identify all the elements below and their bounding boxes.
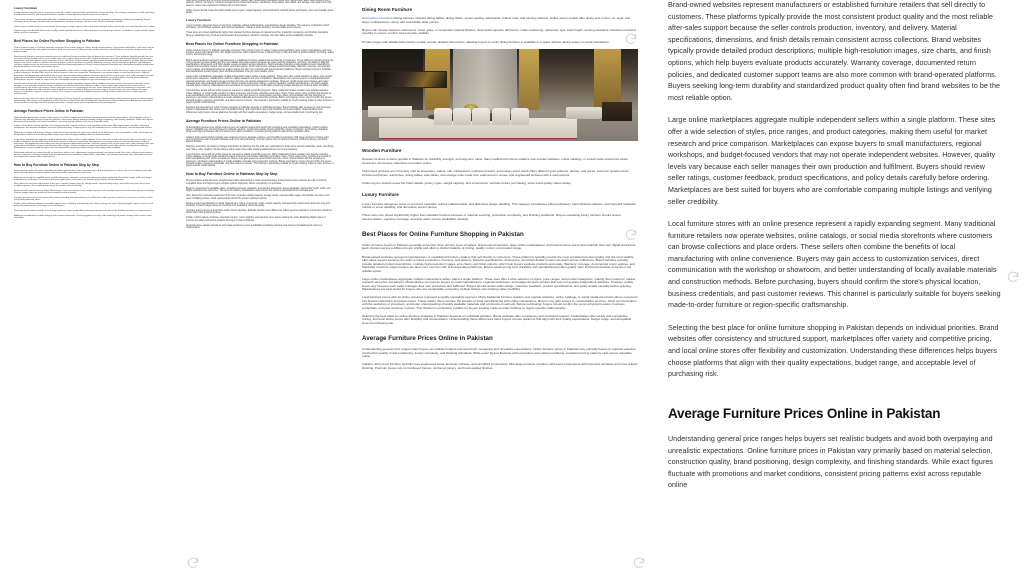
c2-heading-average-prices: Average Furniture Prices Online in Pakistan xyxy=(186,118,261,123)
c1-heading-average-prices: Average Furniture Prices Online in Pakistan xyxy=(14,109,84,114)
c2-paragraph: Selecting the best place for online furniture shopping in Pakistan depends on individual priorities. Brand websites offer consistency and structured support, marketplaces offer variety and competitive pricing, and local online stores offer flexibility and customization. Understanding these differences helps buyers choose platforms that align with their quality expectations, budget range, and acceptable level of purchasing risk. xyxy=(186,107,331,114)
main-paragraph-avg-1: Understanding general price ranges helps buyers set realistic budgets and avoid both overpaying and unrealistic expectations. Online furniture prices in Pakistan vary primarily based on material selection, construction quality, brand positioning, design complexity, and finishing standards. While exact figures fluctuate with promotions and market conditions, consistent pricing patterns exist across reputable online xyxy=(668,435,993,490)
c2-paragraph: Online buyers should review the finish details, joinery types, weight capacity, and construction methods before purchasing, since wood quality varies widely. xyxy=(186,9,334,14)
c3-paragraph: Dining Room Furniture Dining furniture includes dining tables, dining chairs, server seating, sideboards, buffets units, and serving cabinets. Online stores usually offer dining sets of four, six, eight, and larger configurations, along with extendable table options. xyxy=(362,16,631,24)
c1-paragraph: These items are priced significantly higher than standard furniture because of material sourcing, production complexity, and finishing standards. Buyers evaluating luxury furniture should review documentation, warranty coverage, and after-sales service availability carefully. xyxy=(14,19,151,24)
c1-paragraph: Large online marketplaces aggregate multiple independent sellers within a single platform. These sites offer a wide selection of styles, price ranges, and product categories, making them useful for market research and price comparison. Marketplaces can expose buyers to small manufacturers, regional workshops, and budget-focused vendors that may not operate independent websites. However, quality levels vary because each seller manages their own production and fulfilment. Buyers should review seller ratings, customer feedback, product specifications, and policy details carefully before ordering. Marketplaces are best suited for buyers who are comfortable comparing multiple listings and verifying seller credibility. xyxy=(14,70,154,81)
c3-paragraph: Buyers can choose between solid wood, metal, glass, or composite material finishes. Seat width supports tall frames. Chair cushioning, upholstery type, back height, and leg clearance should be reviewed carefully to ensure comfort and everyday usability. xyxy=(362,27,636,36)
c1-paragraph: Luxury furniture categories focus on premium materials, refined craftsmanship, and distinctive design detailing. This category emphasizes tufted upholstery, hand-finished surfaces, and imported hardware, marble or stone detailing, and decorative accent pieces. xyxy=(14,12,155,17)
c2-paragraph: Review product specifications in detail. Material type, frame construction, finish, weight capacity, and assembly requirements determine long-term durability. Product images alone are insufficient for evaluating structural quality. xyxy=(186,202,331,207)
c1-paragraph: Understanding general price ranges helps buyers set realistic budgets and avoid both overpaying and unrealistic expectations. Online furniture prices in Pakistan vary primarily based on material selection, construction quality, brand positioning, design complexity, and finishing standards. While exact figures fluctuate with promotions and market conditions, consistent pricing patterns exist across reputable online xyxy=(14,116,154,123)
c1-paragraph: Shipping, assembly, and delivery charges should also be factored into the total cost, particularly for bulky items such as wardrobes, beds, and dining sets. Many online retailers include delivery within major cities while charging additional fees for remote locations. xyxy=(14,132,153,137)
main-paragraph-best-2: Brand-owned websites represent manufacturers or established furniture retailers that sell directly to customers. These platforms typically provide the most consistent product quality and the most reliable after-sales support because the seller controls production, inventory, and delivery. Material specifications, dimensions, and finish details remain consistent across collections. Brand websites typically provide detailed product descriptions, multiple high-resolution images, size charts, and finish options, which help buyers evaluate products accurately. Warranty coverage, documented return policies, and dedicated customer support teams are also more common with brand-operated platforms. Buyers seeking long-term durability and standardized product quality often find brand websites to be the most reliable option. xyxy=(668,1,1000,102)
c1-paragraph: Reviewing these details carefully at each stage produces a more predictable purchasing outcome and reduces the likelihood of returns or replacements. xyxy=(14,210,152,213)
c3-heading-average-prices: Average Furniture Prices Online in Pakistan xyxy=(362,335,493,343)
rotate-icon[interactable] xyxy=(186,556,200,570)
c3-paragraph: Local furniture stores with an online presence represent a rapidly expanding segment. Many traditional furniture retailers now operate websites, online catalogs, or social media storefronts where customers can browse collections and place orders. These sellers often combine the benefits of local manufacturing with online convenience. Buyers may gain access to customization services, direct communication with the workshop or showroom, and better understanding of locally available materials and construction methods. Before purchasing, buyers should confirm the store's physical location, business credentials, and past customer reviews. This channel is particularly suitable for buyers seeking made-to-order furniture or region-specific craftsmanship. xyxy=(362,295,638,310)
main-heading-average-prices: Average Furniture Prices Online in Pakistan xyxy=(668,405,941,421)
c2-paragraph: Local furniture stores with an online presence represent a rapidly expanding segment. Many traditional furniture retailers now operate websites, online catalogs, or social media storefronts where customers can browse collections and place orders. These sellers often combine the benefits of local manufacturing with online convenience. Buyers may gain access to customization services, direct communication with the workshop or showroom, and better understanding of locally available materials and construction methods. Before purchasing, buyers should confirm the store's physical location, business credentials, and past customer reviews. This channel is particularly suitable for buyers seeking made-to-order furniture or region-specific craftsmanship. xyxy=(186,90,334,104)
c1-paragraph: Buying furniture online becomes straightforward when approached in clear sequential steps. A structured process reduces the risk of ordering unsuitable items and helps buyers compare options objectively before committing to a purchase. xyxy=(14,169,152,175)
c2-paragraph: Solid wood products are commonly sold as sheesham, walnut, oak, rubberwood, engineered wood, and mango wood. Each offers different grain patterns, density, and prices. Common wooden items include bed frames, wardrobes, dining tables, side tables, and storage units made from solid wood or veneer and engineered surfaces with a solid exterior. xyxy=(186,0,332,7)
c1-paragraph: Begin by measuring the available space, including doorways, stairwells, and elevator dimensions where applicable. Record the length, width, and height restrictions for each room. This prevents delivery complications and ensures the furniture physically fits the intended area. xyxy=(14,176,152,181)
rotate-icon[interactable] xyxy=(624,228,638,242)
c2-paragraph: Compare pricing across at least three sellers before deciding. Evaluate whether price differences reflect genuine material or construction variations rather than brand positioning alone. xyxy=(186,209,332,215)
c3-paragraph: Wooden furniture remains popular in Pakistan for durability, strength, and long-term value. Many traditional furniture retailers now operate websites, online catalogs, or social media storefronts where customers can browse collections and place orders. xyxy=(362,157,629,165)
c1-paragraph: Brand-owned websites represent manufacturers or established furniture retailers that sell directly to customers. These platforms typically provide the most consistent product quality and the most reliable after-sales support because the seller controls production, inventory, and delivery. Material specifications, dimensions, and finish details remain consistent across collections. Brand websites typically provide detailed product descriptions, multiple high-resolution images, size charts, and finish options, which help buyers evaluate products accurately. Warranty coverage, documented return policies, and dedicated customer support teams are also more common with brand-operated platforms. Buyers seeking long-term durability and standardized product quality often find brand websites to be the most reliable option. xyxy=(14,55,154,68)
rotate-icon[interactable] xyxy=(632,556,646,570)
document-main-pane[interactable] xyxy=(650,0,1024,574)
rotate-icon[interactable] xyxy=(624,32,638,46)
c3-heading-dining-room: Dining Room Furniture xyxy=(362,7,413,12)
c2-heading-best-places: Best Places for Online Furniture Shopping in Pakistan xyxy=(186,41,279,46)
c3-paragraph: Online furniture buyers in Pakistan generally encounter three primary types of sellers: brand-owned websites, large online marketplaces, and local furniture stores that maintain their own digital storefronts. Each channel serves a different buyer profile and offers a distinct balance of pricing, quality control, and product range. xyxy=(362,242,637,251)
c1-paragraph: Selecting the best place for online furniture shopping in Pakistan depends on individual priorities. Brand websites offer consistency and structured support, marketplaces offer variety and competitive pricing, and local online stores offer flexibility and customization. Understanding these differences helps buyers choose platforms that align with their quality expectations, budget range, and acceptable level of purchasing risk. xyxy=(14,98,154,105)
document-page-thumbnail-1[interactable] xyxy=(0,0,170,574)
c1-paragraph: Compare pricing across at least three sellers before deciding. Evaluate whether price differences reflect genuine material or construction variations rather than brand positioning alone. xyxy=(14,196,153,201)
c3-paragraph: Selecting the best place for online furniture shopping in Pakistan depends on individual priorities. Brand websites offer consistency and structured support, marketplaces offer variety and competitive pricing, and local online stores offer flexibility and customization. Understanding these differences helps buyers choose platforms that align with their quality expectations, budget range, and acceptable level of purchasing risk. xyxy=(362,313,632,325)
c3-paragraph: Product pages with detailed dimensions usually provide detailed dimensions, allowing buyers to verify dining furniture is available in a space without relying solely on visual estimations. xyxy=(362,39,610,44)
main-paragraph-best-5: Selecting the best place for online furniture shopping in Pakistan depends on individual priorities. Brand websites offer consistency and structured support, marketplaces offer variety and competitive pricing, and local online stores offer flexibility and customization. Understanding these differences helps buyers choose platforms that align with their quality expectations, budget range, and acceptable level of purchasing risk. xyxy=(668,323,999,379)
c3-paragraph: Solid wood products are commonly sold as sheesham, walnut, oak, rubberwood, engineered wood, and mango wood. Each offers different grain patterns, density, and prices. Common wooden items include bed frames, wardrobes, dining tables, side tables, and storage units made from solid wood or veneer and engineered surfaces with a solid exterior. xyxy=(362,169,629,177)
c2-paragraph: Shipping, assembly, and delivery charges should also be factored into the total cost, particularly for bulky items such as wardrobes, beds, and dining sets. Many online retailers include delivery within major cities while charging additional fees for remote locations. xyxy=(186,146,334,151)
c2-paragraph: These items are priced significantly higher than standard furniture because of material sourcing, production complexity, and finishing standards. Buyers evaluating luxury furniture should review documentation, warranty coverage, and after-sales service availability carefully. xyxy=(186,32,329,37)
c2-paragraph: Buying furniture online becomes straightforward when approached in clear sequential steps. A structured process reduces the risk of ordering unsuitable items and helps buyers compare options objectively before committing to a purchase. xyxy=(186,180,327,185)
c1-paragraph: Online furniture buyers in Pakistan generally encounter three primary types of sellers: brand-owned websites, large online marketplaces, and local furniture stores that maintain their own digital storefronts. Each channel serves a different buyer profile and offers a distinct balance of pricing, quality control, and product range. xyxy=(14,46,155,53)
c2-paragraph: Finally, confirm delivery timelines, assembly support, return eligibility, and warranty terms before placing the order. Retaining digital copies of invoices and policy documents protects the buyer in case of disputes. xyxy=(186,217,326,222)
c1-paragraph: Additional considerations include verifying seller contact information, checking payment security, and confirming that product listings reflect current stock availability. xyxy=(14,214,152,219)
document-page-thumbnail-3[interactable] xyxy=(350,0,650,574)
c3-paragraph: Online buyers should review the finish details, joinery types, weight capacity, and construction methods before purchasing, since wood quality varies widely. xyxy=(362,180,572,185)
c1-paragraph: Product pages with detailed dimensions usually provide detailed dimensions, allowing buyers to verify dining furniture is available in a space without relying solely on visual estimations. xyxy=(14,30,155,35)
c2-heading-luxury: Luxury Furniture xyxy=(186,18,211,23)
c2-paragraph: Next, define the functional requirement of the item. Consider seating capacity, storage needs, expected daily usage, and whether the piece must serve multiple purposes. Clear requirements narrow the product selection quickly. xyxy=(186,195,330,200)
c2-paragraph: Online furniture buyers in Pakistan generally encounter three primary types of sellers: brand-owned websites, large online marketplaces, and local furniture stores that maintain their own digital storefronts. Each channel serves a different buyer profile and offers a distinct balance of pricing, quality control, and product range. xyxy=(186,49,334,57)
c2-paragraph: Reviewing these details carefully at each stage produces a more predictable purchasing outcome and reduces the likelihood of returns or replacements. xyxy=(186,224,323,230)
c1-paragraph: Online buyers should review the finish details, joinery types, weight capacity, and construction methods before purchasing, since wood quality varies widely. xyxy=(14,25,155,28)
c2-paragraph: Brand-owned websites represent manufacturers or established furniture retailers that sell directly to customers. These platforms typically provide the most consistent product quality and the most reliable after-sales support because the seller controls production, inventory, and delivery. Material specifications, dimensions, and finish details remain consistent across collections. Brand websites typically provide detailed product descriptions, multiple high-resolution images, size charts, and finish options, which help buyers evaluate products accurately. Warranty coverage, documented return policies, and dedicated customer support teams are also more common with brand-operated platforms. Buyers seeking long-term durability and standardized product quality often find brand websites to be the most reliable option. xyxy=(186,59,334,74)
c1-heading-how-to-buy: How to Buy Furniture Online in Pakistan Step by Step xyxy=(14,162,99,167)
c3-paragraph: retailers. Entry-level furniture typically uses engineered wood, laminate surfaces, and simplified construction. Mid-range products combine solid wood components with improved hardware and more refined finishing. Premium pieces rely on hardwood frames, reinforced joinery, and hand-applied finishes. xyxy=(362,362,638,370)
c1-paragraph: Local furniture stores with an online presence represent a rapidly expanding segment. Many traditional furniture retailers now operate websites, online catalogs, or social media storefronts where customers can browse collections and place orders. These sellers often combine the benefits of local manufacturing with online convenience. Buyers may gain access to customization services, direct communication with the workshop or showroom, and better understanding of locally available materials and construction methods. Before purchasing, buyers should confirm the store's physical location, business credentials, and past customer reviews. This channel is particularly suitable for buyers seeking made-to-order furniture or region-specific craftsmanship. xyxy=(14,83,151,96)
main-paragraph-best-4: Local furniture stores with an online presence represent a rapidly expanding segment. Many traditional furniture retailers now operate websites, online catalogs, or social media storefronts where customers can browse collections and place orders. These sellers often combine the benefits of local manufacturing with online convenience. Buyers may gain access to customization services, direct communication with the workshop or showroom, and better understanding of locally available materials and construction methods. Before purchasing, buyers should confirm the store's physical location, business credentials, and past customer reviews. This channel is particularly suitable for buyers seeking made-to-order furniture or region-specific craftsmanship. xyxy=(668,220,1001,310)
c2-paragraph: Begin by measuring the available space, including doorways, stairwells, and elevator dimensions where applicable. Record the length, width, and height restrictions for each room. This prevents delivery complications and ensures the furniture physically fits the intended area. xyxy=(186,187,331,193)
c1-paragraph: Next, define the functional requirement of the item. Consider seating capacity, storage needs, expected daily usage, and whether the piece must serve multiple purposes. Clear requirements narrow the product selection quickly. xyxy=(14,183,151,188)
c3-heading-best-places: Best Places for Online Furniture Shopping in Pakistan xyxy=(362,231,524,239)
c3-paragraph: Brand-owned websites represent manufacturers or established furniture retailers that sell directly to customers. These platforms typically provide the most consistent product quality and the most reliable after-sales support because the seller controls production, inventory, and delivery. Material specifications, dimensions, and finish details remain consistent across collections. Brand websites typically provide detailed product descriptions, multiple high-resolution images, size charts, and finish options, which help buyers evaluate products accurately. Warranty coverage, documented return policies, and dedicated customer support teams are also more common with brand-operated platforms. Buyers seeking long-term durability and standardized product quality often find brand websites to be the most reliable option. xyxy=(362,254,635,273)
c1-paragraph: Finally, confirm delivery timelines, assembly support, return eligibility, and warranty terms before placing the order. Retaining digital copies of invoices and policy documents protects the buyer in case of disputes. xyxy=(14,203,153,208)
dining-room-photo xyxy=(362,49,638,141)
c3-heading-luxury: Luxury Furniture xyxy=(362,192,399,198)
inline-link[interactable]: Dining Room Furniture xyxy=(362,16,393,21)
c3-paragraph: These items are priced significantly higher than standard furniture because of material sourcing, production complexity, and finishing standards. Buyers evaluating luxury furniture should review documentation, warranty coverage, and after-sales service availability carefully. xyxy=(362,213,621,221)
c3-paragraph: Understanding general price ranges helps buyers set realistic budgets and avoid both overpaying and unrealistic expectations. Online furniture prices in Pakistan vary primarily based on material selection, construction quality, brand positioning, design complexity, and finishing standards. While exact figures fluctuate with promotions and market conditions, consistent pricing patterns exist across reputable online xyxy=(362,347,637,359)
c1-heading-best-places: Best Places for Online Furniture Shopping in Pakistan xyxy=(14,39,100,44)
c2-heading-how-to-buy: How to Buy Furniture Online in Pakistan Step by Step xyxy=(186,172,278,177)
c1-heading-luxury: Luxury Furniture xyxy=(14,6,38,10)
c2-paragraph: Large online marketplaces aggregate multiple independent sellers within a single platform. These sites offer a wide selection of styles, price ranges, and product categories, making them useful for market research and price comparison. Marketplaces can expose buyers to small manufacturers, regional workshops, and budget-focused vendors that may not operate independent websites. However, quality levels vary because each seller manages their own production and fulfilment. Buyers should review seller ratings, customer feedback, product specifications, and policy details carefully before ordering. Marketplaces are best suited for buyers who are comfortable comparing multiple listings and verifying seller credibility. xyxy=(186,76,333,88)
c2-paragraph: Local furniture stores with an online presence represent a rapidly expanding segment. Many traditional furniture retailers now operate websites, online catalogs, or social media storefronts where customers can browse collections and place orders. These sellers often combine the benefits of local manufacturing with online convenience. Buyers may gain access to customization services, direct communication with the workshop or showroom, and better understanding of locally available materials and construction methods. Before purchasing, buyers should confirm the store's physical location, business credentials, and past customer reviews. This channel is particularly suitable for buyers seeking made-to-order furniture or region-specific craftsmanship. xyxy=(186,153,334,168)
c3-paragraph: Large online marketplaces aggregate multiple independent sellers within a single platform. These sites offer a wide selection of styles, price ranges, and product categories, making them useful for market research and price comparison. Marketplaces can expose buyers to small manufacturers, regional workshops, and budget-focused vendors that may not operate independent websites. However, quality levels vary because each seller manages their own production and fulfilment. Buyers should review seller ratings, customer feedback, product specifications, and policy details carefully before ordering. Marketplaces are best suited for buyers who are comfortable comparing multiple listings and verifying seller credibility. xyxy=(362,276,636,292)
c1-paragraph: Large online marketplaces aggregate multiple independent sellers within a single platform. These sites offer a wide selection of styles, price ranges, and product categories, making them useful for market research and price comparison. Marketplaces can expose buyers to small manufacturers, regional workshops, and budget-focused vendors that may not operate independent websites. However, quality levels vary because each seller manages their own production and fulfilment. Buyers should review seller ratings, customer feedback, product specifications, and policy details carefully before ordering. Marketplaces are best suited for buyers who are comfortable comparing multiple listings and verifying seller credibility. xyxy=(14,138,154,149)
c1-paragraph: retailers. Entry-level furniture typically uses engineered wood, laminate surfaces, and simplified construction. Mid-range products combine solid wood components with improved hardware and more refined finishing. Premium pieces rely on hardwood frames, reinforced joinery, and hand-applied finishes. xyxy=(14,125,153,130)
c3-paragraph: Luxury furniture categories focus on premium materials, refined craftsmanship, and distinctive design detailing. This category emphasizes tufted upholstery, hand-finished surfaces, and imported hardware, marble or stone detailing, and decorative accent pieces. xyxy=(362,201,637,210)
c1-paragraph: Review product specifications in detail. Material type, frame construction, finish, weight capacity, and assembly requirements determine long-term durability. Product images alone are insufficient for evaluating structural quality. xyxy=(14,190,155,195)
rotate-icon[interactable] xyxy=(1006,270,1020,284)
document-page-thumbnail-2[interactable] xyxy=(170,0,350,574)
c1-paragraph: Solid wood products are commonly sold as sheesham, walnut, oak, rubberwood, engineered wood, and mango wood. Each offers different grain patterns, density, and prices. Common wooden items include bed frames, wardrobes, dining tables, side tables, and storage units made from solid wood or veneer and engineered surfaces with a solid exterior. xyxy=(14,151,154,158)
c3-heading-wooden: Wooden Furniture xyxy=(362,148,402,154)
c2-paragraph: retailers. Entry-level furniture typically uses engineered wood, laminate surfaces, and simplified construction. Mid-range products combine solid wood components with improved hardware and more refined finishing. Premium pieces rely on hardwood frames, reinforced joinery, and hand-applied finishes. xyxy=(186,136,329,144)
c2-paragraph: Understanding general price ranges helps buyers set realistic budgets and avoid both overpaying and unrealistic expectations. Online furniture prices in Pakistan vary primarily based on material selection, construction quality, brand positioning, design complexity, and finishing standards. While exact figures fluctuate with promotions and market conditions, consistent pricing patterns exist across reputable online xyxy=(186,126,329,134)
c2-paragraph: Luxury furniture categories focus on premium materials, refined craftsmanship, and distinctive design detailing. This category emphasizes tufted upholstery, hand-finished surfaces, and imported hardware, marble or stone detailing, and decorative accent pieces. xyxy=(186,24,330,30)
main-paragraph-best-3: Large online marketplaces aggregate multiple independent sellers within a single platform. These sites offer a wide selection of styles, price ranges, and product categories, making them useful for market research and price comparison. Marketplaces can expose buyers to small manufacturers, regional workshops, and budget-focused vendors that may not operate independent websites. However, quality levels vary because each seller manages their own production and fulfilment. Buyers should review seller ratings, customer feedback, product specifications, and policy details carefully before ordering. Marketplaces are best suited for buyers who are comfortable comparing multiple listings and verifying seller credibility. xyxy=(668,116,996,206)
